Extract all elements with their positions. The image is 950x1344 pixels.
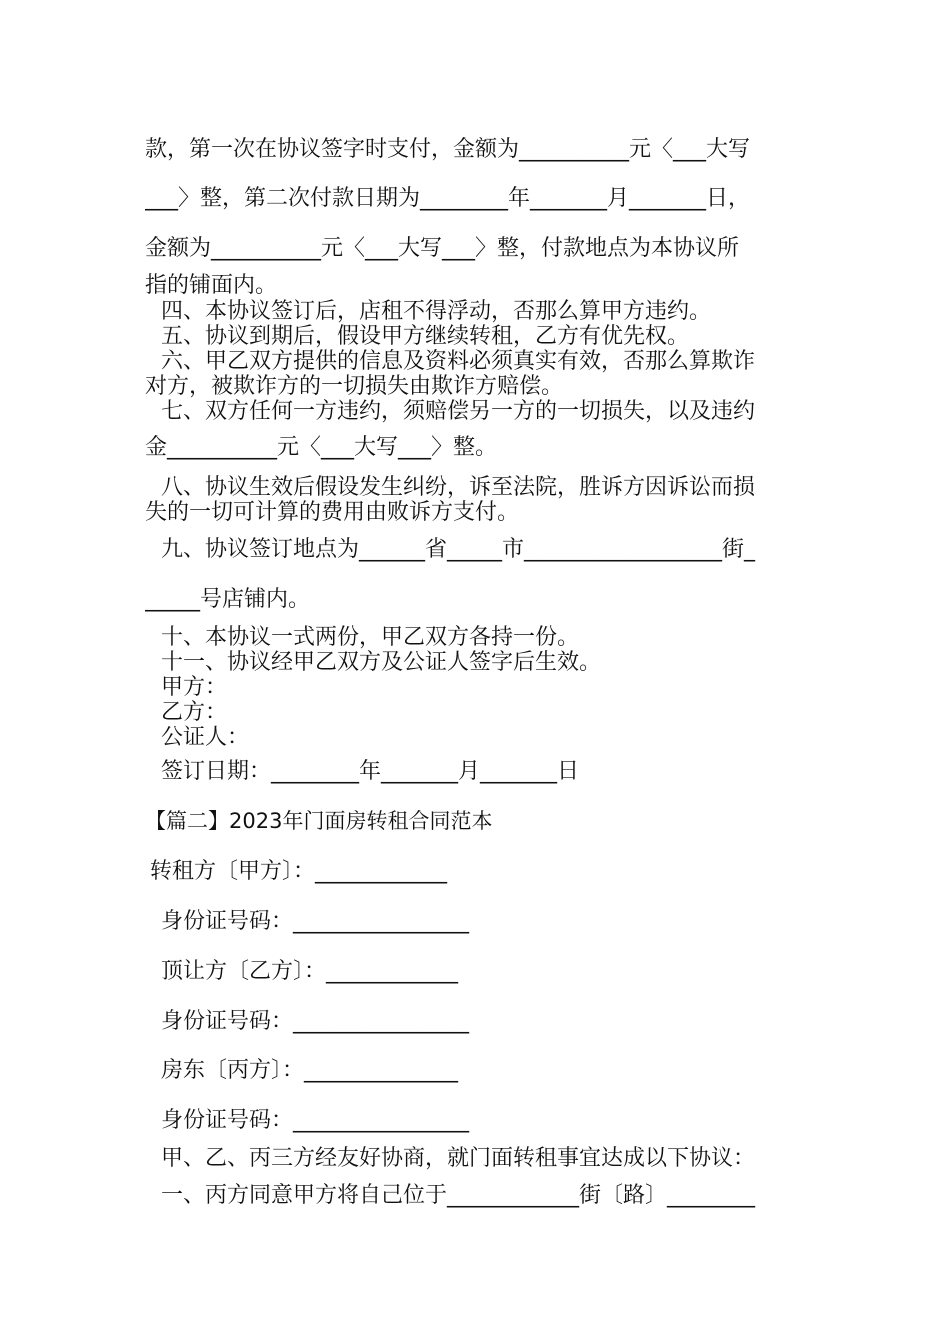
- notary-signature-label: 公证人：: [161, 725, 250, 750]
- party-b-signature-label: 乙方：: [161, 700, 228, 725]
- landlord-field: 房东〔丙方〕：______________: [161, 1058, 459, 1083]
- sublessor-field: 转租方〔甲方〕：____________: [150, 859, 448, 884]
- party-a-signature-label: 甲方：: [161, 675, 228, 700]
- clause-5: 五、协议到期后，假设甲方继续转租，乙方有优先权。: [161, 324, 690, 349]
- clause-9-line-2: _____号店铺内。: [145, 587, 311, 612]
- transferee-field: 顶让方〔乙方〕：____________: [161, 959, 459, 984]
- signing-date-line: 签订日期：________年_______月_______日: [161, 759, 580, 784]
- payment-terms-line-1: 款，第一次在协议签字时支付，金额为__________元〈___大写: [145, 137, 751, 162]
- landlord-id-field: 身份证号码：________________: [161, 1108, 470, 1133]
- clause-8-line-2: 失的一切可计算的费用由败诉方支付。: [145, 500, 520, 525]
- clause-4: 四、本协议签订后，店租不得浮动，否那么算甲方违约。: [161, 299, 712, 324]
- clause-6-line-2: 对方，被欺诈方的一切损失由欺诈方赔偿。: [145, 374, 564, 399]
- clause-6-line-1: 六、甲乙双方提供的信息及资料必须真实有效，否那么算欺诈: [161, 349, 756, 374]
- sublessor-id-field: 身份证号码：________________: [161, 909, 470, 934]
- transferee-id-field: 身份证号码：________________: [161, 1009, 470, 1034]
- clause-7-line-2: 金__________元〈___大写___〉整。: [145, 435, 498, 460]
- clause-1-line-1: 一、丙方同意甲方将自己位于____________街〔路〕________: [161, 1183, 756, 1208]
- payment-terms-line-3: 金额为__________元〈___大写___〉整，付款地点为本协议所: [145, 236, 740, 261]
- clause-9-line-1: 九、协议签订地点为______省_____市__________________街_: [161, 537, 756, 562]
- payment-terms-line-4: 指的铺面内。: [145, 273, 278, 298]
- agreement-intro: 甲、乙、丙三方经友好协商，就门面转租事宜达成以下协议：: [161, 1146, 756, 1171]
- clause-8-line-1: 八、协议生效后假设发生纠纷，诉至法院，胜诉方因诉讼而损: [161, 475, 756, 500]
- clause-10: 十、本协议一式两份，甲乙双方各持一份。: [161, 625, 580, 650]
- payment-terms-line-2: ___〉整，第二次付款日期为________年_______月_______日，: [145, 186, 751, 211]
- clause-7-line-1: 七、双方任何一方违约，须赔偿另一方的一切损失，以及违约: [161, 399, 756, 424]
- section-heading: 【篇二】2023年门面房转租合同范本: [145, 809, 493, 833]
- clause-11: 十一、协议经甲乙双方及公证人签字后生效。: [161, 650, 602, 675]
